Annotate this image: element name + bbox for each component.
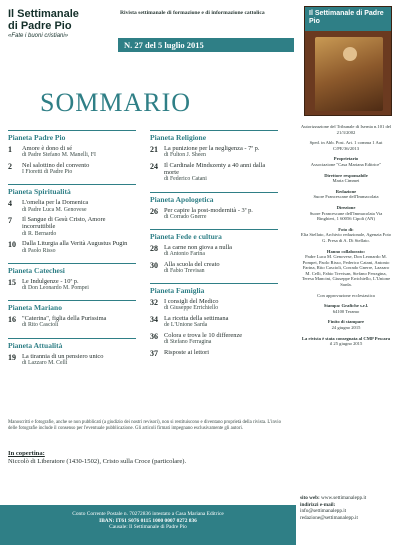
toc-page-number: 28: [150, 243, 158, 253]
colophon-block: [300, 189, 392, 200]
toc-section: [150, 229, 278, 275]
toc-page-number: 37: [150, 348, 158, 358]
toc-section: [8, 338, 136, 367]
toc-entry-author: di R. Bernardo: [22, 230, 57, 237]
masthead: [8, 8, 98, 39]
toc-page-number: 34: [150, 315, 158, 325]
masthead-title-line2: di Padre Pio: [8, 20, 72, 32]
toc-entry[interactable]: [150, 298, 278, 312]
payment-footer: [0, 505, 296, 545]
toc-entry-author: di Don Leonardo M. Pompei: [22, 284, 89, 291]
toc-entry[interactable]: [150, 332, 278, 346]
toc-entry-author: di Paolo Risso: [22, 247, 56, 254]
colophon-heading: Direzione: [336, 204, 356, 210]
cover-title-bar: [305, 7, 391, 31]
toc-entry[interactable]: [8, 162, 136, 176]
colophon-block: [300, 124, 392, 135]
toc-section: [150, 283, 278, 358]
footer-iban: IBAN: IT61 S076 0115 1000 0007 0272 836: [99, 517, 197, 524]
toc-entry-author: I Fioretti di Padre Pio: [22, 169, 73, 176]
colophon-block: [300, 173, 392, 184]
colophon-text: 24 giugno 2015: [331, 325, 361, 331]
toc-entry-title: La tirannia di un pensiero unico: [22, 352, 104, 360]
toc-page-number: 24: [150, 161, 158, 171]
tagline: Rivista settimanale di formazione e di informazione cattolica: [120, 10, 265, 16]
colophon-sidebar: [300, 124, 392, 420]
colophon-block: [300, 227, 392, 244]
colophon-heading: Stampa: Grafiche s.r.l.: [323, 303, 369, 309]
toc-section-title: Pianeta Fede e cultura: [150, 229, 278, 241]
toc-entry-author: di Corrado Gnerre: [164, 213, 207, 220]
toc-entry-title: I consigli del Medico: [164, 298, 219, 306]
colophon-heading: Hanno collaborato:: [326, 248, 366, 254]
toc-entry-title: Amore è dono di sé: [22, 145, 73, 152]
toc-middle-column: [150, 130, 278, 366]
toc-entry-title: Colora e trova le 10 differenze: [164, 332, 243, 340]
cover-caption: [8, 450, 290, 466]
colophon-block: [300, 336, 392, 347]
toc-page-number: 30: [150, 260, 158, 270]
toc-page-number: 26: [150, 206, 158, 216]
colophon-heading: Foto di:: [338, 226, 354, 232]
masthead-motto: «Fate i buoni cristiani»: [8, 33, 69, 39]
toc-section: [150, 192, 278, 221]
toc-page-number: 10: [8, 240, 16, 250]
toc-entry-author: di Padre Luca M. Genovese: [22, 206, 87, 213]
colophon-text: Con approvazione ecclesiastica: [317, 292, 375, 298]
colophon-text: Associazione "Casa Mariana Editrice": [310, 161, 382, 167]
toc-section: [8, 263, 136, 292]
toc-entry-author: di Stefano Ferragina: [164, 339, 212, 346]
toc-entry-author: di Lazzaro M. Celli: [22, 359, 68, 366]
colophon-text: Autorizzazione del Tribunale di Isernia n.101 del 21/3/2002: [300, 124, 392, 135]
toc-entry[interactable]: [8, 199, 136, 213]
toc-entry-author: di Rito Cascioli: [22, 322, 59, 329]
toc-entry[interactable]: [8, 240, 136, 254]
toc-entry[interactable]: [150, 261, 278, 275]
colophon-block: [300, 303, 392, 314]
toc-section-title: Pianeta Mariano: [8, 300, 136, 312]
toc-entry-title: Per capire la post-modernità - 3ª p.: [164, 206, 253, 214]
colophon-block: [300, 293, 392, 299]
toc-page-number: 19: [8, 352, 16, 362]
site-link[interactable]: www.settimanalepp.it: [321, 495, 367, 501]
email-label: indirizzi e-mail:: [300, 501, 336, 508]
toc-page-number: 15: [8, 277, 16, 287]
toc-entry[interactable]: [150, 315, 278, 329]
footer-account: Conto Corrente Postale n. 70272836 intestato a Casa Mariana Editrice: [72, 511, 224, 517]
colophon-text: Padre Luca M. Genovese, Don Leonardo M. Pompei, Paolo Risso, Federico Catani, Antonio Farina, Rito Cascioli, Corrado Gnerre, Lazzaro M. Celli, Fabio Trevisan, Stefano Ferragina, Teresa Mancini, Giuseppe Errichiello, L'Unione Sarda.: [301, 254, 391, 288]
colophon-text: Elia Stellato, Archivio redazionale, Agenzia Foto G. Presa di A. Di Stellato.: [300, 232, 392, 243]
toc-page-number: 1: [8, 145, 12, 154]
toc-entry-author: di Padre Stefano M. Manelli, FI: [22, 152, 96, 159]
colophon-block: [300, 249, 392, 288]
toc-entry[interactable]: [8, 216, 136, 238]
toc-section-title: Pianeta Religione: [150, 130, 278, 142]
toc-left-column: [8, 130, 136, 375]
toc-entry[interactable]: [150, 162, 278, 184]
toc-entry-title: La punizione per la negligenza - 7ª p.: [164, 145, 260, 152]
toc-entry-author: di Giuseppe Errichiello: [164, 305, 219, 312]
toc-section-title: Pianeta Padre Pio: [8, 130, 136, 142]
toc-section-title: Pianeta Attualità: [8, 338, 136, 350]
cover-caption-text: Niccolò di Liberatore (1430-1502), Cristo sulla Croce (particolare).: [8, 458, 187, 465]
masthead-title-line1: Il Settimanale: [8, 8, 79, 20]
toc-page-number: 16: [8, 315, 16, 325]
colophon-text: Suore Francescane dell'Immacolata Via Ringhieri, 1 60056 Cipoli (AN): [309, 210, 383, 222]
toc-entry[interactable]: [8, 145, 136, 159]
colophon-text: il 25 giugno 2015: [329, 341, 363, 347]
toc-entry-title: Risposte ai lettori: [164, 348, 210, 356]
toc-section-title: Pianeta Spiritualità: [8, 184, 136, 196]
toc-section-title: Pianeta Famiglia: [150, 283, 278, 295]
toc-page-number: 32: [150, 298, 158, 308]
toc-entry-author: de L'Unione Sarda: [164, 322, 208, 329]
toc-section-title: Pianeta Catechesi: [8, 263, 136, 275]
toc-entry-title: Nel salottino del convento: [22, 161, 90, 169]
colophon-block: [300, 205, 392, 222]
toc-page-number: 36: [150, 332, 158, 342]
email-redazione-link[interactable]: redazione@settimanalepp.it: [300, 514, 358, 521]
page-title: SOMMARIO: [40, 88, 192, 117]
site-label: sito web:: [300, 495, 320, 501]
toc-entry-author: di Antonio Farina: [164, 251, 205, 258]
footer-causale: Causale: Il Settimanale di Padre Pio: [109, 524, 187, 531]
toc-entry[interactable]: [150, 207, 278, 221]
colophon-heading: Finito di stampare: [327, 319, 365, 325]
toc-page-number: 2: [8, 161, 12, 171]
toc-entry[interactable]: [8, 315, 136, 329]
toc-section: [150, 130, 278, 184]
toc-page-number: 21: [150, 145, 158, 154]
toc-entry-author: di Federico Catani: [164, 176, 207, 183]
contacts: [300, 495, 392, 521]
toc-entry[interactable]: [150, 145, 278, 159]
cover-figure: [343, 47, 357, 61]
toc-section: [8, 184, 136, 254]
submission-notes: Manoscritti e fotografie, anche se non pubblicati (a giudizio dei nostri revisori), non si restituiscono e diventano proprietà della rivista. L'invio delle fotografie include il consenso per l'eventuale pubblicazione. Gli articoli firmati impegnano esclusivamente gli autori.: [8, 420, 282, 431]
colophon-text: 64100 Teramo: [332, 308, 360, 314]
toc-page-number: 4: [8, 199, 12, 209]
colophon-block: [300, 140, 392, 151]
colophon-heading: Proprietario: [333, 156, 359, 162]
toc-page-number: 7: [8, 216, 12, 226]
toc-section-title: Pianeta Apologetica: [150, 192, 278, 204]
cover-title: Il Settimanale di Padre Pio: [309, 10, 384, 25]
cover-painting: [315, 37, 383, 111]
toc-entry[interactable]: [8, 353, 136, 367]
toc-entry-author: di Fulton J. Sheen: [164, 152, 206, 159]
colophon-block: [300, 319, 392, 330]
colophon-block: [300, 156, 392, 167]
issue-number: N. 27 del 5 luglio 2015: [118, 38, 294, 52]
toc-entry-author: di Fabio Trevisan: [164, 268, 205, 275]
toc-entry-title: L'omelia per la Domenica: [22, 199, 89, 207]
toc-entry[interactable]: [8, 278, 136, 292]
toc-entry-title: Il Sangue di Gesù Cristo, Amore incorruttibile: [22, 216, 106, 231]
colophon-heading: La rivista è stata consegnata al CMP Pescara: [301, 335, 391, 341]
toc-entry-title: "Caterina", figlia della Purissima: [22, 315, 107, 323]
colophon-text: Suore Francescane dell'Immacolata: [313, 194, 379, 200]
toc-entry[interactable]: [150, 244, 278, 258]
toc-section: [8, 300, 136, 329]
colophon-heading: Direttore responsabile: [324, 172, 368, 178]
colophon-heading: Redazione: [335, 188, 357, 194]
toc-entry-title: Il Cardinale Mindszenty a 40 anni dalla morte: [164, 161, 266, 177]
toc-entry-title: Dalla Liturgia alla Verità Augustus Pugin: [22, 240, 128, 248]
toc-entry-title: La carne non giova a nulla: [164, 243, 232, 251]
cover-caption-heading: In copertina:: [8, 450, 45, 457]
toc-entry-title: La ricetta della settimana: [164, 315, 229, 323]
cover-thumbnail: [304, 6, 392, 116]
toc-entry-title: Le Indulgenze - 10ª p.: [22, 277, 79, 285]
email-info-link[interactable]: info@settimanalepp.it: [300, 508, 347, 515]
toc-entry[interactable]: [150, 349, 278, 358]
toc-entry-title: Alla scuola del creato: [164, 260, 220, 268]
colophon-text: Maria Cimmei: [332, 178, 360, 184]
colophon-text: Sped. in Abb. Post. Art. 1 comma 1 Aut C/PE/36/2013: [309, 140, 383, 151]
toc-section: [8, 130, 136, 176]
